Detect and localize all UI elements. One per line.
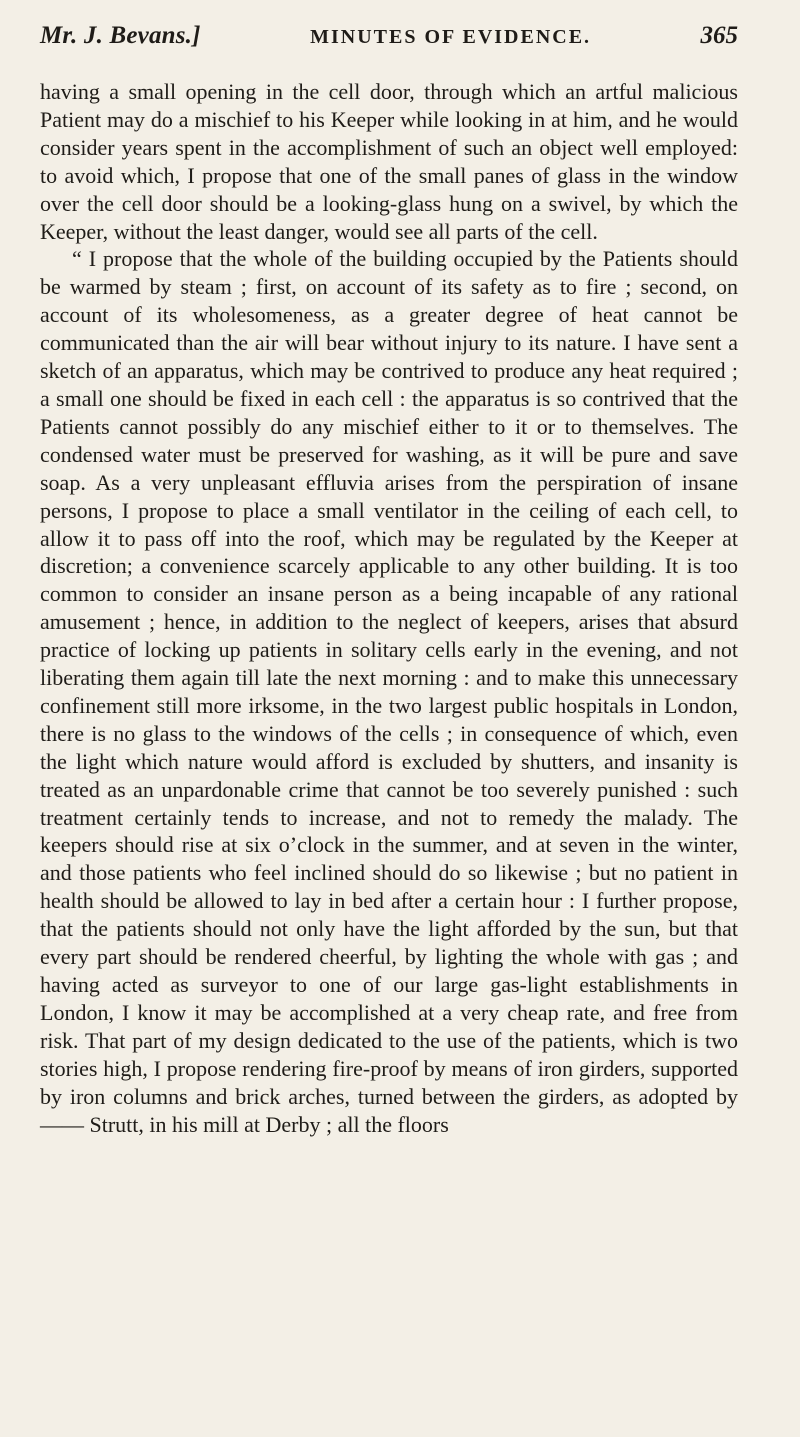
page-number: 365 [700, 22, 738, 49]
running-head-left: Mr. J. Bevans.] [40, 22, 201, 49]
paragraph-2: “ I propose that the whole of the building occupied by the Patients should be warmed by steam ; first, on account of its safety as to fire ; second, on account of its wholesomeness, as a greater degree of heat cannot be communicated than the air will bear without injury to its nature. I have sent a sketch of an apparatus, which may be contrived to produce any heat required ; a small one should be fixed in each cell : the apparatus is so contrived that the Patients cannot possibly do any mischief either to it or to themselves. The condensed water must be preserved for washing, as it will be pure and save soap. As a very unpleasant effluvia arises from the perspiration of insane persons, I propose to place a small ventilator in the ceiling of each cell, to allow it to pass off into the roof, which may be regulated by the Keeper at discretion; a convenience scarcely applicable to any other building. It is too common to consider an insane person as a being incapable of any rational amusement ; hence, in addition to the neglect of keepers, arises that absurd practice of locking up patients in solitary cells early in the evening, and not liberating them again till late the next morning : and to make this unnecessary confinement still more irksome, in the two largest public hospitals in London, there is no glass to the windows of the cells ; in consequence of which, even the light which nature would afford is excluded by shutters, and insanity is treated as an unpardonable crime that cannot be too severely punished : such treatment certainly tends to increase, and not to remedy the malady. The keepers should rise at six o’clock in the summer, and at seven in the winter, and those patients who feel inclined should do so likewise ; but no patient in health should be allowed to lay in bed after a certain hour : I further propose, that the patients should not only have the light afforded by the sun, but that every part should be rendered cheerful, by lighting the whole with gas ; and having acted as surveyor to one of our large gas-light establishments in London, I know it may be accomplished at a very cheap rate, and free from risk. That part of my design dedicated to the use of the patients, which is two stories high, I propose rendering fire-proof by means of iron girders, supported by iron columns and brick arches, turned between the girders, as adopted by —— Strutt, in his mill at Derby ; all the floors [40, 246, 738, 1137]
running-header [40, 22, 738, 78]
body-text [40, 78, 738, 1138]
paragraph-1: having a small opening in the cell door, through which an artful malicious Patient may do a mischief to his Keeper while looking in at him, and he would consider years spent in the accomplishment of such an object well employed: to avoid which, I propose that one of the small panes of glass in the window over the cell door should be a looking-glass hung on a swivel, by which the Keeper, without the least danger, would see all parts of the cell. [40, 79, 738, 244]
running-head-title: MINUTES OF EVIDENCE. [310, 26, 592, 48]
